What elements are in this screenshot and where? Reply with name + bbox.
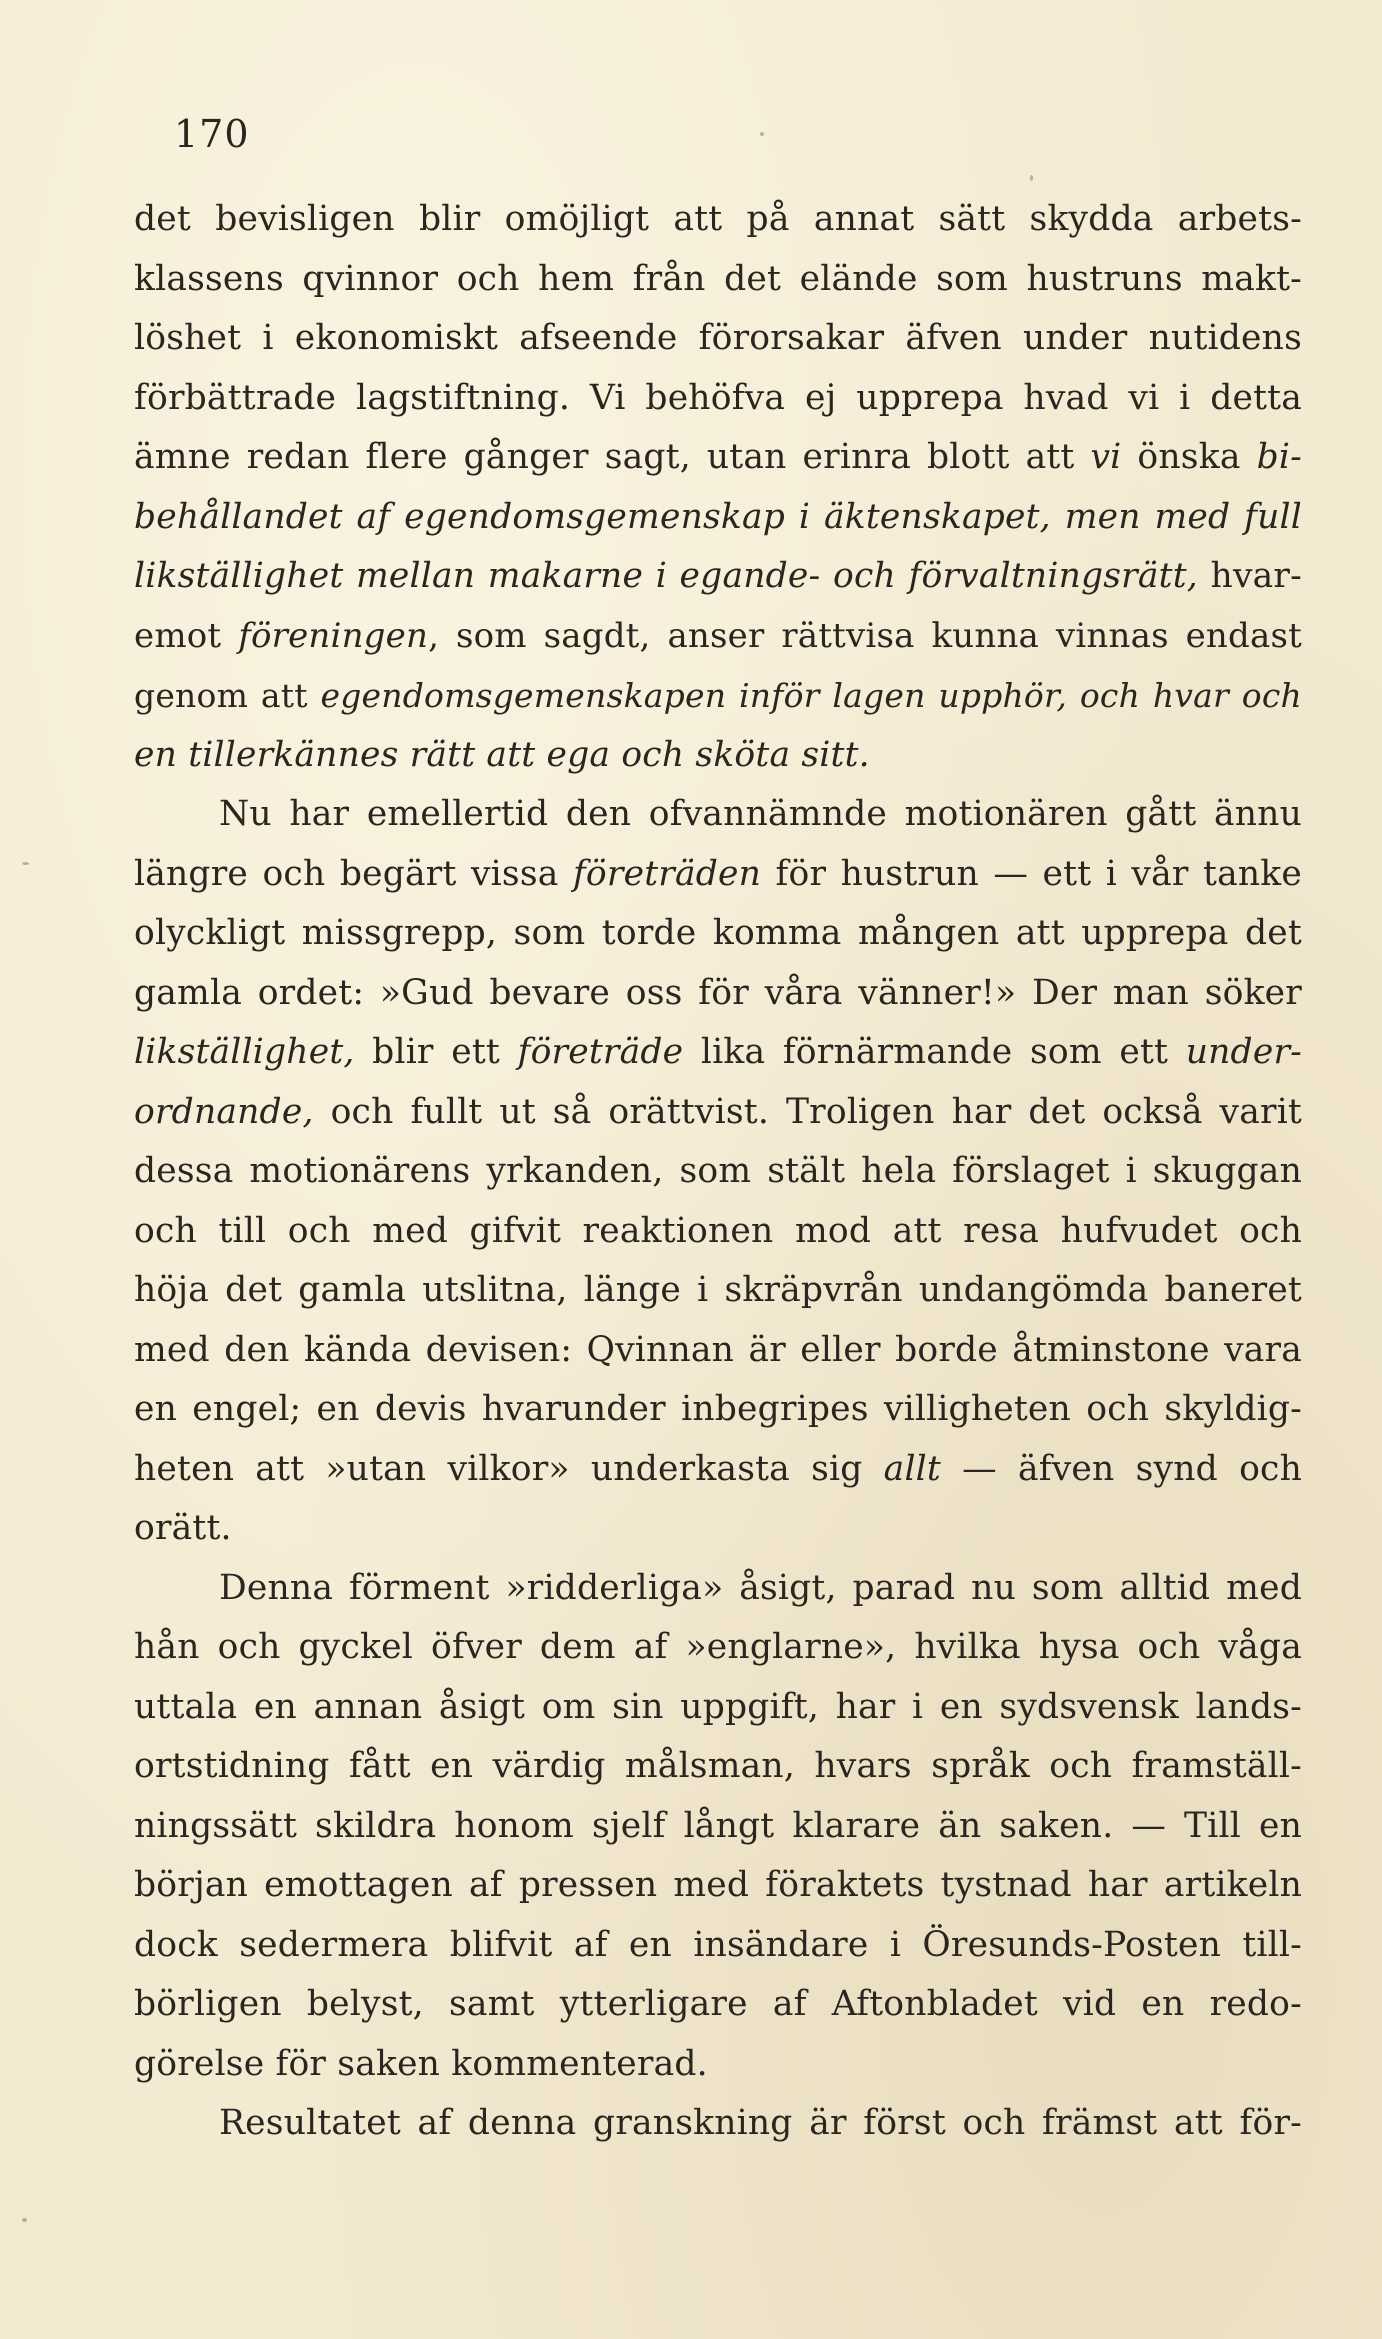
text-line (134, 1083, 1302, 1143)
text-line (134, 1797, 1302, 1857)
text-line (134, 726, 1302, 786)
paper-speck (1030, 175, 1033, 181)
italic-text: likställighet mellan makarne i egande- och förvaltningsrätt, (134, 556, 1198, 596)
text-segment: heten att »utan vilkor» underkasta sig (134, 1448, 884, 1489)
italic-text: företräde (517, 1032, 684, 1072)
text-line (134, 1975, 1302, 2035)
text-segment: början emottagen af pressen med föraktets tystnad har artikeln (134, 1865, 1302, 1905)
text-segment: görelse för saken kommenterad. (134, 2043, 708, 2084)
text-line (134, 250, 1302, 310)
text-segment: längre och begärt vissa (134, 853, 573, 894)
text-line (134, 1499, 1302, 1559)
italic-text: likställighet, (134, 1032, 355, 1072)
text-line (134, 904, 1302, 964)
italic-text: en tillerkännes rätt att ega och sköta sitt. (134, 734, 870, 775)
paper-speck (22, 862, 29, 865)
text-segment: ningssätt skildra honom sjelf långt klarare än saken. — Till en (134, 1805, 1302, 1846)
text-segment: hån och gyckel öfver dem af »englarne», hvilka hysa och våga (134, 1627, 1302, 1667)
page-number: 170 (174, 112, 250, 156)
paper-speck (760, 132, 764, 136)
italic-text: föreningen (238, 615, 429, 656)
text-segment: Nu har emellertid den ofvannämnde motionären gått ännu (219, 794, 1302, 834)
text-line (134, 488, 1302, 548)
text-segment: Resultatet af denna granskning är först och främst att för- (219, 2103, 1302, 2143)
body-text (134, 190, 1302, 2154)
text-segment: och fullt ut så orättvist. Troligen har det också varit (313, 1091, 1302, 1132)
italic-text: egendomsgemenskapen inför lagen upphör, och hvar och (320, 676, 1302, 715)
text-segment: en engel; en devis hvarunder inbegripes villigheten och skyldig- (134, 1389, 1302, 1429)
text-segment: uttala en annan åsigt om sin uppgift, har i en sydsvensk lands- (134, 1686, 1302, 1727)
text-line (134, 1856, 1302, 1916)
text-line (134, 1321, 1302, 1381)
text-segment: börligen belyst, samt ytterligare af Aftonbladet vid en redo- (134, 1984, 1302, 2024)
text-segment: det bevisligen blir omöjligt att på annat sätt skydda arbets- (134, 199, 1302, 239)
text-line (134, 190, 1302, 250)
italic-text: vi (1090, 437, 1122, 477)
text-segment: dock sedermera blifvit af en insändare i Öresunds-Posten till- (134, 1924, 1302, 1965)
text-segment: genom att (134, 676, 321, 715)
text-segment: lika förnärmande som ett (683, 1032, 1186, 1072)
text-line (134, 845, 1302, 905)
text-line (134, 1559, 1302, 1619)
text-line (134, 1916, 1302, 1976)
text-segment: önska (1121, 437, 1257, 477)
text-line (134, 1142, 1302, 1202)
text-segment: och till och med gifvit reaktionen mod att resa hufvudet och (134, 1210, 1302, 1251)
text-segment: ortstidning fått en värdig målsman, hvars språk och framställ- (134, 1746, 1302, 1786)
text-line (134, 1023, 1302, 1083)
text-line (134, 369, 1302, 429)
text-line (134, 1261, 1302, 1321)
text-segment: ämne redan flere gånger sagt, utan erinra blott att (134, 437, 1091, 477)
text-segment: , som sagdt, anser rättvisa kunna vinnas endast (428, 615, 1302, 656)
text-line (134, 1380, 1302, 1440)
text-line (134, 666, 1302, 726)
text-line (134, 1737, 1302, 1797)
text-segment: för hustrun — ett i vår tanke (761, 853, 1302, 894)
italic-text: företräden (572, 853, 762, 894)
text-segment: höja det gamla utslitna, länge i skräpvrån undangömda baneret (134, 1270, 1302, 1310)
text-segment: med den kända devisen: Qvinnan är eller borde åtminstone vara (134, 1329, 1302, 1370)
text-line (134, 547, 1302, 607)
text-line (134, 1618, 1302, 1678)
text-segment: löshet i ekonomiskt afseende förorsakar äfven under nutidens (134, 318, 1302, 358)
text-segment: dessa motionärens yrkanden, som stält hela förslaget i skuggan (134, 1151, 1302, 1191)
text-line (134, 309, 1302, 369)
italic-text: behållandet af egendomsgemenskap i äktenskapet, men med full (134, 496, 1302, 537)
text-segment: förbättrade lagstiftning. Vi behöfva ej upprepa hvad vi i detta (134, 377, 1302, 418)
text-line (134, 2035, 1302, 2095)
text-line (134, 607, 1302, 667)
italic-text: ordnande, (134, 1091, 314, 1132)
text-line (134, 785, 1302, 845)
text-line (134, 964, 1302, 1024)
text-line (134, 1202, 1302, 1262)
text-segment: blir ett (354, 1032, 518, 1072)
text-segment: — äfven synd och (940, 1448, 1302, 1489)
text-segment: klassens qvinnor och hem från det elände som hustruns makt- (134, 258, 1302, 299)
text-segment: emot (134, 615, 239, 656)
paper-speck (22, 2218, 27, 2222)
text-line (134, 1678, 1302, 1738)
italic-text: allt (883, 1448, 941, 1489)
text-line (134, 2094, 1302, 2154)
text-line (134, 1440, 1302, 1500)
text-segment: Denna förment »ridderliga» åsigt, parad nu som alltid med (219, 1567, 1302, 1608)
text-segment: hvar- (1197, 556, 1302, 596)
text-line (134, 428, 1302, 488)
italic-text: bi- (1256, 437, 1302, 477)
text-segment: orätt. (134, 1508, 232, 1548)
text-segment: olyckligt missgrepp, som torde komma mången att upprepa det (134, 913, 1302, 953)
text-segment: gamla ordet: »Gud bevare oss för våra vänner!» Der man söker (134, 972, 1302, 1013)
italic-text: under- (1185, 1032, 1302, 1072)
